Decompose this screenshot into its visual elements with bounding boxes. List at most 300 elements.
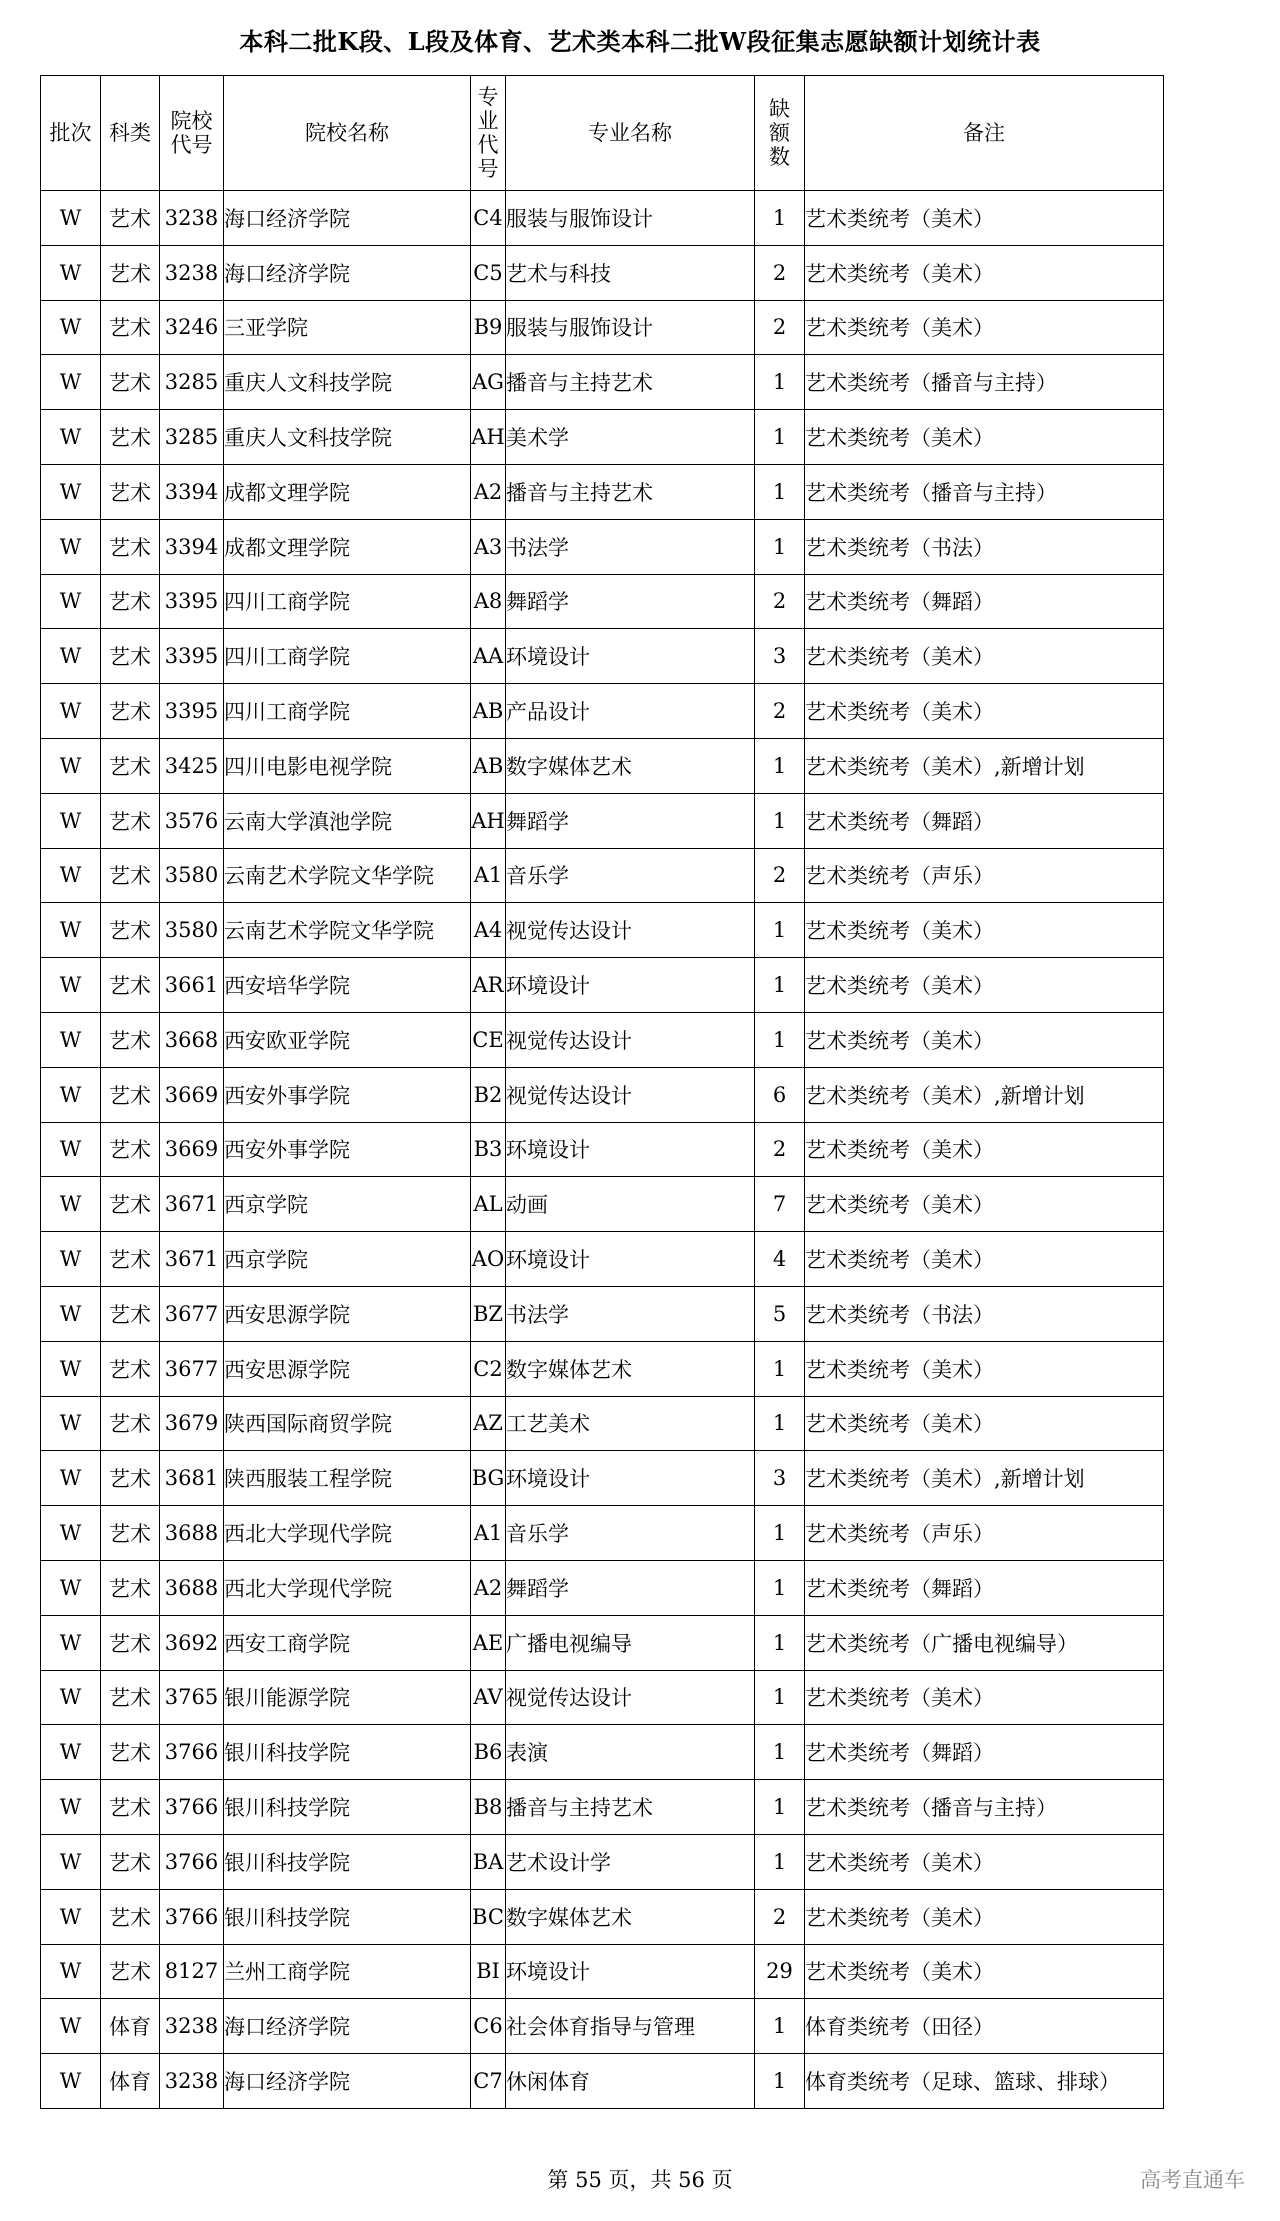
cell-category: 艺术 <box>101 519 160 574</box>
cell-vacancy: 3 <box>755 629 805 684</box>
table-row <box>41 191 1164 246</box>
cell-major-name: 环境设计 <box>506 629 755 684</box>
cell-category: 艺术 <box>101 1834 160 1889</box>
cell-school-name: 西北大学现代学院 <box>224 1506 471 1561</box>
cell-batch: W <box>41 1341 101 1396</box>
cell-category: 艺术 <box>101 1012 160 1067</box>
cell-batch: W <box>41 903 101 958</box>
cell-school-name: 重庆人文科技学院 <box>224 410 471 465</box>
cell-major-name: 视觉传达设计 <box>506 1670 755 1725</box>
cell-major-name: 艺术与科技 <box>506 245 755 300</box>
table-row <box>41 1615 1164 1670</box>
cell-major-code: B2 <box>471 1067 506 1122</box>
cell-category: 艺术 <box>101 1506 160 1561</box>
cell-vacancy: 1 <box>755 1780 805 1835</box>
header-vacancy <box>755 76 805 191</box>
cell-major-code: BG <box>471 1451 506 1506</box>
cell-vacancy: 1 <box>755 1341 805 1396</box>
cell-school-name: 海口经济学院 <box>224 2054 471 2109</box>
header-category: 科类 <box>101 76 160 191</box>
cell-remark: 艺术类统考（美术）,新增计划 <box>805 1067 1164 1122</box>
table-row <box>41 464 1164 519</box>
cell-remark: 艺术类统考（舞蹈） <box>805 793 1164 848</box>
header-vacancy-line: 缺 <box>769 97 790 121</box>
cell-category: 艺术 <box>101 1396 160 1451</box>
cell-school-name: 西北大学现代学院 <box>224 1560 471 1615</box>
cell-major-code: B6 <box>471 1725 506 1780</box>
cell-school-code: 3688 <box>160 1506 224 1561</box>
cell-remark: 艺术类统考（美术） <box>805 245 1164 300</box>
cell-category: 艺术 <box>101 1670 160 1725</box>
cell-remark: 艺术类统考（美术） <box>805 410 1164 465</box>
cell-major-code: BC <box>471 1889 506 1944</box>
cell-remark: 艺术类统考（美术） <box>805 958 1164 1013</box>
cell-school-name: 海口经济学院 <box>224 1999 471 2054</box>
cell-major-name: 播音与主持艺术 <box>506 1780 755 1835</box>
cell-school-name: 西安欧亚学院 <box>224 1012 471 1067</box>
cell-school-code: 3766 <box>160 1834 224 1889</box>
cell-major-name: 音乐学 <box>506 1506 755 1561</box>
cell-remark: 艺术类统考（广播电视编导） <box>805 1615 1164 1670</box>
table-row <box>41 355 1164 410</box>
cell-major-name: 广播电视编导 <box>506 1615 755 1670</box>
header-school-code <box>160 76 224 191</box>
cell-batch: W <box>41 1560 101 1615</box>
cell-school-code: 3661 <box>160 958 224 1013</box>
cell-vacancy: 1 <box>755 1506 805 1561</box>
cell-category: 艺术 <box>101 1725 160 1780</box>
cell-vacancy: 1 <box>755 1725 805 1780</box>
table-row <box>41 1122 1164 1177</box>
table-row <box>41 1232 1164 1287</box>
cell-major-code: AO <box>471 1232 506 1287</box>
table-row <box>41 1396 1164 1451</box>
header-major-name: 专业名称 <box>506 76 755 191</box>
cell-major-code: BA <box>471 1834 506 1889</box>
cell-school-name: 海口经济学院 <box>224 245 471 300</box>
cell-batch: W <box>41 793 101 848</box>
cell-batch: W <box>41 1067 101 1122</box>
cell-vacancy: 2 <box>755 245 805 300</box>
table-row <box>41 410 1164 465</box>
cell-batch: W <box>41 1834 101 1889</box>
cell-major-name: 工艺美术 <box>506 1396 755 1451</box>
cell-school-code: 3580 <box>160 903 224 958</box>
cell-major-name: 表演 <box>506 1725 755 1780</box>
cell-school-code: 3238 <box>160 191 224 246</box>
cell-school-name: 西安培华学院 <box>224 958 471 1013</box>
cell-vacancy: 1 <box>755 1999 805 2054</box>
cell-school-code: 3669 <box>160 1122 224 1177</box>
cell-major-code: AB <box>471 738 506 793</box>
cell-major-name: 休闲体育 <box>506 2054 755 2109</box>
cell-major-code: AE <box>471 1615 506 1670</box>
cell-batch: W <box>41 300 101 355</box>
cell-vacancy: 1 <box>755 1834 805 1889</box>
cell-batch: W <box>41 464 101 519</box>
cell-school-name: 海口经济学院 <box>224 191 471 246</box>
cell-school-code: 3679 <box>160 1396 224 1451</box>
cell-category: 艺术 <box>101 1944 160 1999</box>
cell-school-name: 重庆人文科技学院 <box>224 355 471 410</box>
cell-major-name: 视觉传达设计 <box>506 1067 755 1122</box>
cell-category: 艺术 <box>101 958 160 1013</box>
cell-vacancy: 1 <box>755 191 805 246</box>
cell-remark: 艺术类统考（美术）,新增计划 <box>805 1451 1164 1506</box>
cell-school-code: 3766 <box>160 1725 224 1780</box>
cell-category: 艺术 <box>101 574 160 629</box>
cell-vacancy: 2 <box>755 574 805 629</box>
cell-school-code: 3425 <box>160 738 224 793</box>
cell-school-name: 四川工商学院 <box>224 629 471 684</box>
cell-remark: 艺术类统考（美术） <box>805 903 1164 958</box>
cell-batch: W <box>41 1615 101 1670</box>
table-row <box>41 1834 1164 1889</box>
cell-remark: 艺术类统考（书法） <box>805 519 1164 574</box>
cell-school-code: 3395 <box>160 684 224 739</box>
cell-category: 艺术 <box>101 245 160 300</box>
cell-school-name: 云南大学滇池学院 <box>224 793 471 848</box>
cell-school-code: 3246 <box>160 300 224 355</box>
cell-school-name: 西京学院 <box>224 1232 471 1287</box>
cell-major-code: C5 <box>471 245 506 300</box>
cell-school-name: 云南艺术学院文华学院 <box>224 903 471 958</box>
cell-major-code: C7 <box>471 2054 506 2109</box>
cell-batch: W <box>41 1451 101 1506</box>
cell-remark: 艺术类统考（美术） <box>805 1012 1164 1067</box>
cell-vacancy: 4 <box>755 1232 805 1287</box>
cell-school-name: 成都文理学院 <box>224 464 471 519</box>
cell-major-name: 动画 <box>506 1177 755 1232</box>
cell-school-name: 三亚学院 <box>224 300 471 355</box>
cell-remark: 艺术类统考（舞蹈） <box>805 574 1164 629</box>
cell-vacancy: 1 <box>755 1396 805 1451</box>
cell-school-code: 3688 <box>160 1560 224 1615</box>
cell-vacancy: 2 <box>755 684 805 739</box>
cell-major-name: 数字媒体艺术 <box>506 738 755 793</box>
table-row <box>41 1725 1164 1780</box>
cell-remark: 艺术类统考（美术） <box>805 1232 1164 1287</box>
cell-batch: W <box>41 2054 101 2109</box>
cell-vacancy: 3 <box>755 1451 805 1506</box>
cell-remark: 艺术类统考（声乐） <box>805 1506 1164 1561</box>
cell-batch: W <box>41 574 101 629</box>
cell-school-code: 3238 <box>160 245 224 300</box>
cell-school-name: 四川电影电视学院 <box>224 738 471 793</box>
cell-school-code: 3395 <box>160 574 224 629</box>
cell-batch: W <box>41 1725 101 1780</box>
cell-remark: 艺术类统考（声乐） <box>805 848 1164 903</box>
cell-category: 艺术 <box>101 793 160 848</box>
cell-school-code: 3395 <box>160 629 224 684</box>
cell-category: 艺术 <box>101 1177 160 1232</box>
cell-school-code: 3692 <box>160 1615 224 1670</box>
cell-major-code: A2 <box>471 464 506 519</box>
table-row <box>41 574 1164 629</box>
cell-category: 艺术 <box>101 1451 160 1506</box>
cell-school-name: 陕西服装工程学院 <box>224 1451 471 1506</box>
table-row <box>41 793 1164 848</box>
cell-school-name: 兰州工商学院 <box>224 1944 471 1999</box>
cell-school-name: 银川科技学院 <box>224 1834 471 1889</box>
cell-school-name: 西安外事学院 <box>224 1067 471 1122</box>
cell-school-name: 西安思源学院 <box>224 1341 471 1396</box>
cell-major-code: AA <box>471 629 506 684</box>
cell-remark: 艺术类统考（播音与主持） <box>805 1780 1164 1835</box>
cell-remark: 艺术类统考（舞蹈） <box>805 1725 1164 1780</box>
cell-major-code: AZ <box>471 1396 506 1451</box>
cell-vacancy: 1 <box>755 1560 805 1615</box>
cell-school-name: 陕西国际商贸学院 <box>224 1396 471 1451</box>
cell-vacancy: 1 <box>755 355 805 410</box>
cell-batch: W <box>41 1889 101 1944</box>
cell-major-code: A2 <box>471 1560 506 1615</box>
cell-vacancy: 1 <box>755 738 805 793</box>
table-row <box>41 2054 1164 2109</box>
header-major-code-line: 号 <box>477 157 499 181</box>
cell-school-name: 成都文理学院 <box>224 519 471 574</box>
cell-major-name: 书法学 <box>506 519 755 574</box>
cell-major-name: 播音与主持艺术 <box>506 355 755 410</box>
cell-vacancy: 1 <box>755 410 805 465</box>
cell-category: 艺术 <box>101 684 160 739</box>
cell-remark: 体育类统考（足球、篮球、排球） <box>805 2054 1164 2109</box>
cell-school-code: 3766 <box>160 1889 224 1944</box>
header-vacancy-line: 数 <box>769 145 790 169</box>
cell-major-code: AH <box>471 410 506 465</box>
cell-vacancy: 6 <box>755 1067 805 1122</box>
table-row <box>41 1341 1164 1396</box>
cell-school-name: 四川工商学院 <box>224 684 471 739</box>
cell-remark: 体育类统考（田径） <box>805 1999 1164 2054</box>
table-row <box>41 300 1164 355</box>
header-school-code-line: 院校 <box>170 109 213 133</box>
cell-school-name: 云南艺术学院文华学院 <box>224 848 471 903</box>
cell-school-name: 西安外事学院 <box>224 1122 471 1177</box>
cell-category: 艺术 <box>101 1232 160 1287</box>
table-row <box>41 1999 1164 2054</box>
table-row <box>41 1451 1164 1506</box>
cell-batch: W <box>41 410 101 465</box>
cell-school-code: 8127 <box>160 1944 224 1999</box>
header-remark: 备注 <box>805 76 1164 191</box>
cell-vacancy: 2 <box>755 1122 805 1177</box>
cell-school-code: 3576 <box>160 793 224 848</box>
cell-category: 艺术 <box>101 1615 160 1670</box>
header-major-code-line: 专 <box>477 85 499 109</box>
cell-school-name: 银川科技学院 <box>224 1780 471 1835</box>
cell-category: 艺术 <box>101 191 160 246</box>
cell-major-code: A3 <box>471 519 506 574</box>
cell-major-name: 社会体育指导与管理 <box>506 1999 755 2054</box>
cell-batch: W <box>41 684 101 739</box>
cell-school-code: 3671 <box>160 1177 224 1232</box>
cell-school-name: 银川科技学院 <box>224 1889 471 1944</box>
cell-school-code: 3394 <box>160 519 224 574</box>
cell-vacancy: 1 <box>755 1012 805 1067</box>
cell-category: 艺术 <box>101 410 160 465</box>
cell-batch: W <box>41 519 101 574</box>
cell-vacancy: 29 <box>755 1944 805 1999</box>
header-major-code <box>471 76 506 191</box>
cell-major-code: CE <box>471 1012 506 1067</box>
cell-school-code: 3669 <box>160 1067 224 1122</box>
table-row <box>41 738 1164 793</box>
cell-major-name: 书法学 <box>506 1286 755 1341</box>
cell-category: 艺术 <box>101 1560 160 1615</box>
cell-major-name: 服装与服饰设计 <box>506 300 755 355</box>
cell-remark: 艺术类统考（美术） <box>805 1341 1164 1396</box>
cell-school-code: 3681 <box>160 1451 224 1506</box>
table-row <box>41 1780 1164 1835</box>
cell-major-code: AG <box>471 355 506 410</box>
cell-batch: W <box>41 1177 101 1232</box>
cell-major-code: AB <box>471 684 506 739</box>
cell-batch: W <box>41 355 101 410</box>
cell-major-code: A1 <box>471 848 506 903</box>
cell-school-name: 西安工商学院 <box>224 1615 471 1670</box>
cell-remark: 艺术类统考（美术） <box>805 1396 1164 1451</box>
cell-category: 艺术 <box>101 1286 160 1341</box>
table-row <box>41 958 1164 1013</box>
table-row <box>41 1889 1164 1944</box>
cell-major-name: 环境设计 <box>506 1944 755 1999</box>
cell-category: 艺术 <box>101 1341 160 1396</box>
cell-major-code: B8 <box>471 1780 506 1835</box>
cell-major-name: 环境设计 <box>506 1122 755 1177</box>
page-number: 第 55 页，共 56 页 <box>547 2168 733 2192</box>
cell-batch: W <box>41 1232 101 1287</box>
cell-category: 艺术 <box>101 903 160 958</box>
cell-remark: 艺术类统考（美术） <box>805 1834 1164 1889</box>
cell-batch: W <box>41 1396 101 1451</box>
cell-batch: W <box>41 958 101 1013</box>
cell-major-code: BZ <box>471 1286 506 1341</box>
cell-batch: W <box>41 1506 101 1561</box>
table-row <box>41 245 1164 300</box>
cell-vacancy: 5 <box>755 1286 805 1341</box>
table-row <box>41 1067 1164 1122</box>
table-row <box>41 629 1164 684</box>
table-row <box>41 684 1164 739</box>
cell-remark: 艺术类统考（播音与主持） <box>805 355 1164 410</box>
cell-remark: 艺术类统考（美术）,新增计划 <box>805 738 1164 793</box>
cell-category: 艺术 <box>101 1889 160 1944</box>
table-row <box>41 1506 1164 1561</box>
cell-remark: 艺术类统考（美术） <box>805 1122 1164 1177</box>
cell-batch: W <box>41 191 101 246</box>
cell-category: 体育 <box>101 2054 160 2109</box>
cell-major-code: A1 <box>471 1506 506 1561</box>
cell-major-code: C4 <box>471 191 506 246</box>
table-row <box>41 1944 1164 1999</box>
cell-remark: 艺术类统考（美术） <box>805 191 1164 246</box>
cell-batch: W <box>41 1999 101 2054</box>
cell-category: 艺术 <box>101 1122 160 1177</box>
cell-school-code: 3580 <box>160 848 224 903</box>
cell-batch: W <box>41 1944 101 1999</box>
cell-school-code: 3677 <box>160 1341 224 1396</box>
cell-remark: 艺术类统考（美术） <box>805 684 1164 739</box>
cell-category: 艺术 <box>101 355 160 410</box>
cell-category: 艺术 <box>101 300 160 355</box>
cell-school-code: 3285 <box>160 355 224 410</box>
cell-remark: 艺术类统考（美术） <box>805 300 1164 355</box>
cell-school-name: 银川能源学院 <box>224 1670 471 1725</box>
cell-vacancy: 1 <box>755 903 805 958</box>
cell-school-code: 3238 <box>160 2054 224 2109</box>
cell-remark: 艺术类统考（美术） <box>805 1944 1164 1999</box>
cell-batch: W <box>41 738 101 793</box>
cell-major-code: AV <box>471 1670 506 1725</box>
cell-remark: 艺术类统考（舞蹈） <box>805 1560 1164 1615</box>
cell-vacancy: 2 <box>755 1889 805 1944</box>
cell-major-code: BI <box>471 1944 506 1999</box>
header-school-code-line: 代号 <box>170 133 213 157</box>
table-row <box>41 848 1164 903</box>
cell-vacancy: 1 <box>755 1615 805 1670</box>
cell-major-name: 舞蹈学 <box>506 574 755 629</box>
cell-batch: W <box>41 1286 101 1341</box>
table-row <box>41 1286 1164 1341</box>
table-row <box>41 519 1164 574</box>
table-row <box>41 1012 1164 1067</box>
table-row <box>41 1560 1164 1615</box>
cell-major-code: AR <box>471 958 506 1013</box>
cell-major-name: 环境设计 <box>506 958 755 1013</box>
cell-major-name: 播音与主持艺术 <box>506 464 755 519</box>
table-row <box>41 1177 1164 1232</box>
cell-major-name: 视觉传达设计 <box>506 903 755 958</box>
cell-category: 艺术 <box>101 738 160 793</box>
header-vacancy-line: 额 <box>769 121 790 145</box>
cell-vacancy: 1 <box>755 793 805 848</box>
cell-remark: 艺术类统考（美术） <box>805 1670 1164 1725</box>
header-major-code-line: 代 <box>477 133 499 157</box>
header-major-code-line: 业 <box>477 109 499 133</box>
cell-major-code: AL <box>471 1177 506 1232</box>
cell-category: 艺术 <box>101 1780 160 1835</box>
cell-major-name: 舞蹈学 <box>506 793 755 848</box>
cell-remark: 艺术类统考（书法） <box>805 1286 1164 1341</box>
cell-major-name: 音乐学 <box>506 848 755 903</box>
cell-school-name: 四川工商学院 <box>224 574 471 629</box>
cell-vacancy: 2 <box>755 300 805 355</box>
cell-major-code: C6 <box>471 1999 506 2054</box>
cell-school-name: 西安思源学院 <box>224 1286 471 1341</box>
cell-category: 艺术 <box>101 464 160 519</box>
cell-major-name: 数字媒体艺术 <box>506 1889 755 1944</box>
header-batch: 批次 <box>41 76 101 191</box>
cell-school-name: 西京学院 <box>224 1177 471 1232</box>
cell-vacancy: 1 <box>755 464 805 519</box>
cell-school-code: 3668 <box>160 1012 224 1067</box>
cell-school-name: 银川科技学院 <box>224 1725 471 1780</box>
table-row <box>41 1670 1164 1725</box>
cell-major-code: B9 <box>471 300 506 355</box>
cell-remark: 艺术类统考（美术） <box>805 1177 1164 1232</box>
cell-major-name: 视觉传达设计 <box>506 1012 755 1067</box>
cell-major-name: 环境设计 <box>506 1451 755 1506</box>
cell-batch: W <box>41 848 101 903</box>
cell-major-code: B3 <box>471 1122 506 1177</box>
cell-school-code: 3765 <box>160 1670 224 1725</box>
cell-vacancy: 1 <box>755 958 805 1013</box>
cell-batch: W <box>41 1012 101 1067</box>
cell-major-name: 产品设计 <box>506 684 755 739</box>
cell-major-code: AH <box>471 793 506 848</box>
page-title: 本科二批K段、L段及体育、艺术类本科二批W段征集志愿缺额计划统计表 <box>239 27 1041 56</box>
